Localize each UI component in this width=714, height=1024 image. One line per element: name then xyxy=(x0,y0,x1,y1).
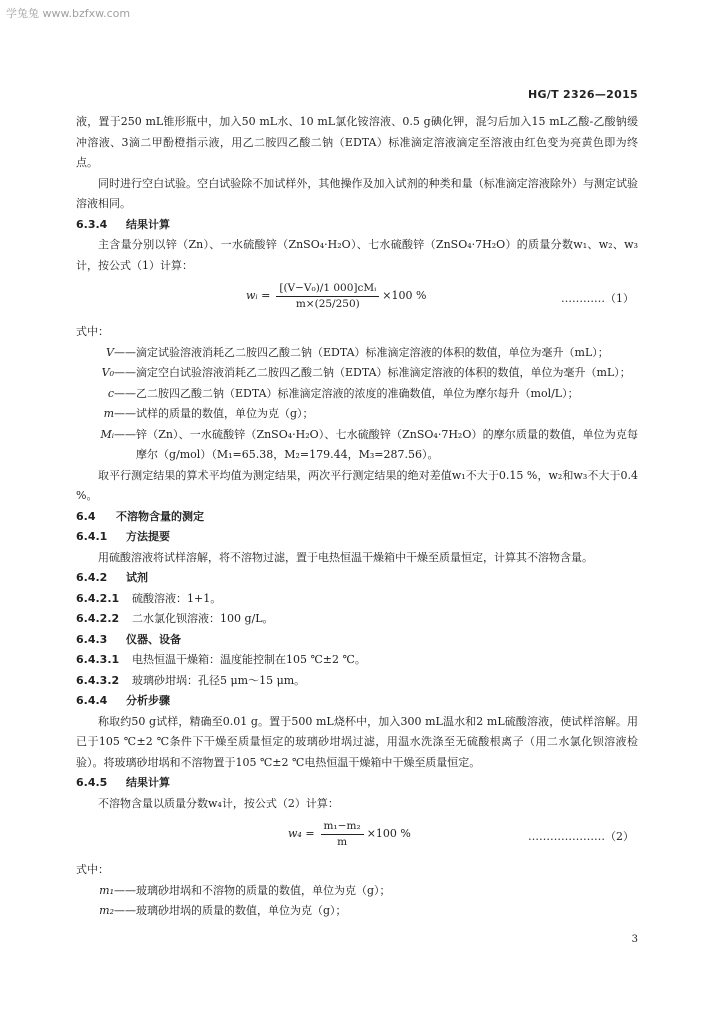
section-heading-6-4-1 xyxy=(76,527,638,548)
formula-lhs: wᵢ = xyxy=(246,289,271,303)
definition-text: 滴定空白试验溶液消耗乙二胺四乙酸二钠（EDTA）标准滴定溶液的体积的数值，单位为毫升（mL）； xyxy=(136,366,631,379)
section-heading-6-4-3 xyxy=(76,630,638,651)
formula-number: …………（1） xyxy=(561,292,634,305)
watermark: 学兔兔 www.bzfxw.com xyxy=(6,7,131,20)
section-title: 分析步骤 xyxy=(126,694,170,707)
section-title: 结果计算 xyxy=(126,217,170,231)
item-text: 硫酸溶液：1+1。 xyxy=(132,591,222,605)
definition-item: m₁ —— 玻璃砂坩埚和不溶物的质量的数值，单位为克（g）； xyxy=(76,881,638,902)
fraction-numerator: m₁−m₂ xyxy=(321,819,364,835)
definition-symbol: V xyxy=(106,345,114,359)
section-heading-6-4-4 xyxy=(76,691,638,712)
formula-tail: ×100 % xyxy=(382,289,427,303)
section-title: 不溶物含量的测定 xyxy=(116,509,204,523)
document-body xyxy=(76,112,638,922)
definition-text: 乙二胺四乙酸二钠（EDTA）标准滴定溶液的浓度的准确数值，单位为摩尔每升（mol/L）； xyxy=(136,386,579,400)
item-number: 6.4.2.2 xyxy=(76,612,120,625)
item-text: 电热恒温干燥箱：温度能控制在105 ℃±2 ℃。 xyxy=(132,653,366,666)
instrument-item xyxy=(76,650,638,671)
where-label: 式中： xyxy=(76,863,109,876)
standard-number: HG/T 2326—2015 xyxy=(527,88,638,101)
paragraph: 用硫酸溶液将试样溶解，将不溶物过滤，置于电热恒温干燥箱中干燥至质量恒定，计算其不溶物含量。 xyxy=(98,550,593,564)
item-number: 6.4.3.2 xyxy=(76,673,120,687)
definition-item: Mᵢ —— 锌（Zn）、一水硫酸锌（ZnSO₄·H₂O）、七水硫酸锌（ZnSO₄·7H₂O）的摩尔质量的数值，单位为克每摩尔（g/mol）（M₁=65.38，M₂=179.44，M₃=287.56）。 xyxy=(76,425,638,466)
section-title: 仪器、设备 xyxy=(126,632,181,646)
where-label: 式中： xyxy=(76,325,109,338)
section-heading-6-4-5 xyxy=(76,773,638,794)
formula-tail: ×100 % xyxy=(366,827,411,841)
section-number: 6.4.5 xyxy=(76,776,108,789)
definition-symbol: c xyxy=(107,386,114,400)
definition-text: 玻璃砂坩埚和不溶物的质量的数值，单位为克（g）； xyxy=(136,883,391,897)
section-number: 6.3.4 xyxy=(76,217,108,231)
formula-number: …………………（2） xyxy=(528,830,634,843)
definition-item: V₀ —— 滴定空白试验溶液消耗乙二胺四乙酸二钠（EDTA）标准滴定溶液的体积的数值，单位为毫升（mL）； xyxy=(76,363,638,384)
definition-symbol: V₀ xyxy=(101,366,114,379)
definition-symbol: m₂ xyxy=(99,904,114,917)
reagent-item xyxy=(76,609,638,630)
instrument-item xyxy=(76,671,638,692)
paragraph: 称取约50 g试样，精确至0.01 g。置于500 mL烧杯中，加入300 mL温水和2 mL硫酸溶液，使试样溶解。用已于105 ℃±2 ℃条件下干燥至质量恒定的玻璃砂坩埚过滤，用温水洗涤至无硫酸根离子（用二水氯化钡溶液检验）。将玻璃砂坩埚和不溶物置于105 ℃±2 ℃电热恒温干燥箱中干燥至质量恒定。 xyxy=(76,714,638,769)
definition-text: 玻璃砂坩埚的质量的数值，单位为克（g）； xyxy=(136,904,347,917)
section-heading-6-4 xyxy=(76,507,638,528)
paragraph: 取平行测定结果的算术平均值为测定结果，两次平行测定结果的绝对差值w₁不大于0.15 %，w₂和w₃不大于0.4 %。 xyxy=(76,468,638,502)
definition-text: 锌（Zn）、一水硫酸锌（ZnSO₄·H₂O）、七水硫酸锌（ZnSO₄·7H₂O）的摩尔质量的数值，单位为克每摩尔（g/mol）（M₁=65.38，M₂=179.44，M₃=287.56）。 xyxy=(136,427,638,461)
definition-symbol: Mᵢ xyxy=(100,427,114,441)
section-heading-6-3-4 xyxy=(76,215,638,236)
definition-text: 滴定试验溶液消耗乙二胺四乙酸二钠（EDTA）标准滴定溶液的体积的数值，单位为毫升（mL）； xyxy=(136,345,609,359)
definition-symbol: m xyxy=(103,407,114,420)
formula-1 xyxy=(76,278,638,316)
definition-item: c —— 乙二胺四乙酸二钠（EDTA）标准滴定溶液的浓度的准确数值，单位为摩尔每升（mol/L）； xyxy=(76,384,638,405)
section-heading-6-4-2 xyxy=(76,568,638,589)
fraction xyxy=(321,819,364,850)
item-number: 6.4.2.1 xyxy=(76,591,120,605)
reagent-item xyxy=(76,589,638,610)
paragraph: 同时进行空白试验。空白试验除不加试样外，其他操作及加入试剂的种类和量（标准滴定溶液除外）与测定试验溶液相同。 xyxy=(76,176,638,210)
fraction xyxy=(276,281,379,312)
section-title: 方法提要 xyxy=(126,530,170,543)
section-number: 6.4.4 xyxy=(76,694,108,707)
formula-2 xyxy=(76,816,638,854)
item-text: 二水氯化钡溶液：100 g/L。 xyxy=(132,612,274,625)
item-number: 6.4.3.1 xyxy=(76,653,120,666)
section-number: 6.4.2 xyxy=(76,571,108,584)
fraction-denominator: m xyxy=(337,836,348,848)
paragraph: 主含量分别以锌（Zn）、一水硫酸锌（ZnSO₄·H₂O）、七水硫酸锌（ZnSO₄·7H₂O）的质量分数w₁、w₂、w₃计，按公式（1）计算： xyxy=(76,238,638,272)
section-number: 6.4.1 xyxy=(76,530,108,543)
item-text: 玻璃砂坩埚：孔径5 μm～15 μm。 xyxy=(132,673,306,687)
page-number: 3 xyxy=(631,934,638,945)
section-title: 试剂 xyxy=(126,571,148,584)
definition-text: 试样的质量的数值，单位为克（g）； xyxy=(136,407,314,420)
section-number: 6.4.3 xyxy=(76,632,108,646)
definition-item: m —— 试样的质量的数值，单位为克（g）； xyxy=(76,404,638,425)
fraction-denominator: m×(25/250) xyxy=(295,298,360,310)
formula-lhs: w₄ = xyxy=(288,827,315,841)
definition-item: V —— 滴定试验溶液消耗乙二胺四乙酸二钠（EDTA）标准滴定溶液的体积的数值，单位为毫升（mL）； xyxy=(76,343,638,364)
definition-symbol: m₁ xyxy=(99,883,114,897)
fraction-numerator: [(V−V₀)/1 000]cMᵢ xyxy=(276,281,379,297)
section-title: 结果计算 xyxy=(126,776,170,789)
paragraph: 不溶物含量以质量分数w₄计，按公式（2）计算： xyxy=(98,796,339,810)
definition-item: m₂ —— 玻璃砂坩埚的质量的数值，单位为克（g）； xyxy=(76,901,638,922)
section-number: 6.4 xyxy=(76,509,96,523)
paragraph: 液，置于250 mL锥形瓶中，加入50 mL水、10 mL氯化铵溶液、0.5 g碘化钾，混匀后加入15 mL乙酸-乙酸钠缓冲溶液、3滴二甲酚橙指示液，用乙二胺四乙酸二钠（EDTA）标准滴定溶液滴定至溶液由红色变为亮黄色即为终点。 xyxy=(76,115,638,169)
